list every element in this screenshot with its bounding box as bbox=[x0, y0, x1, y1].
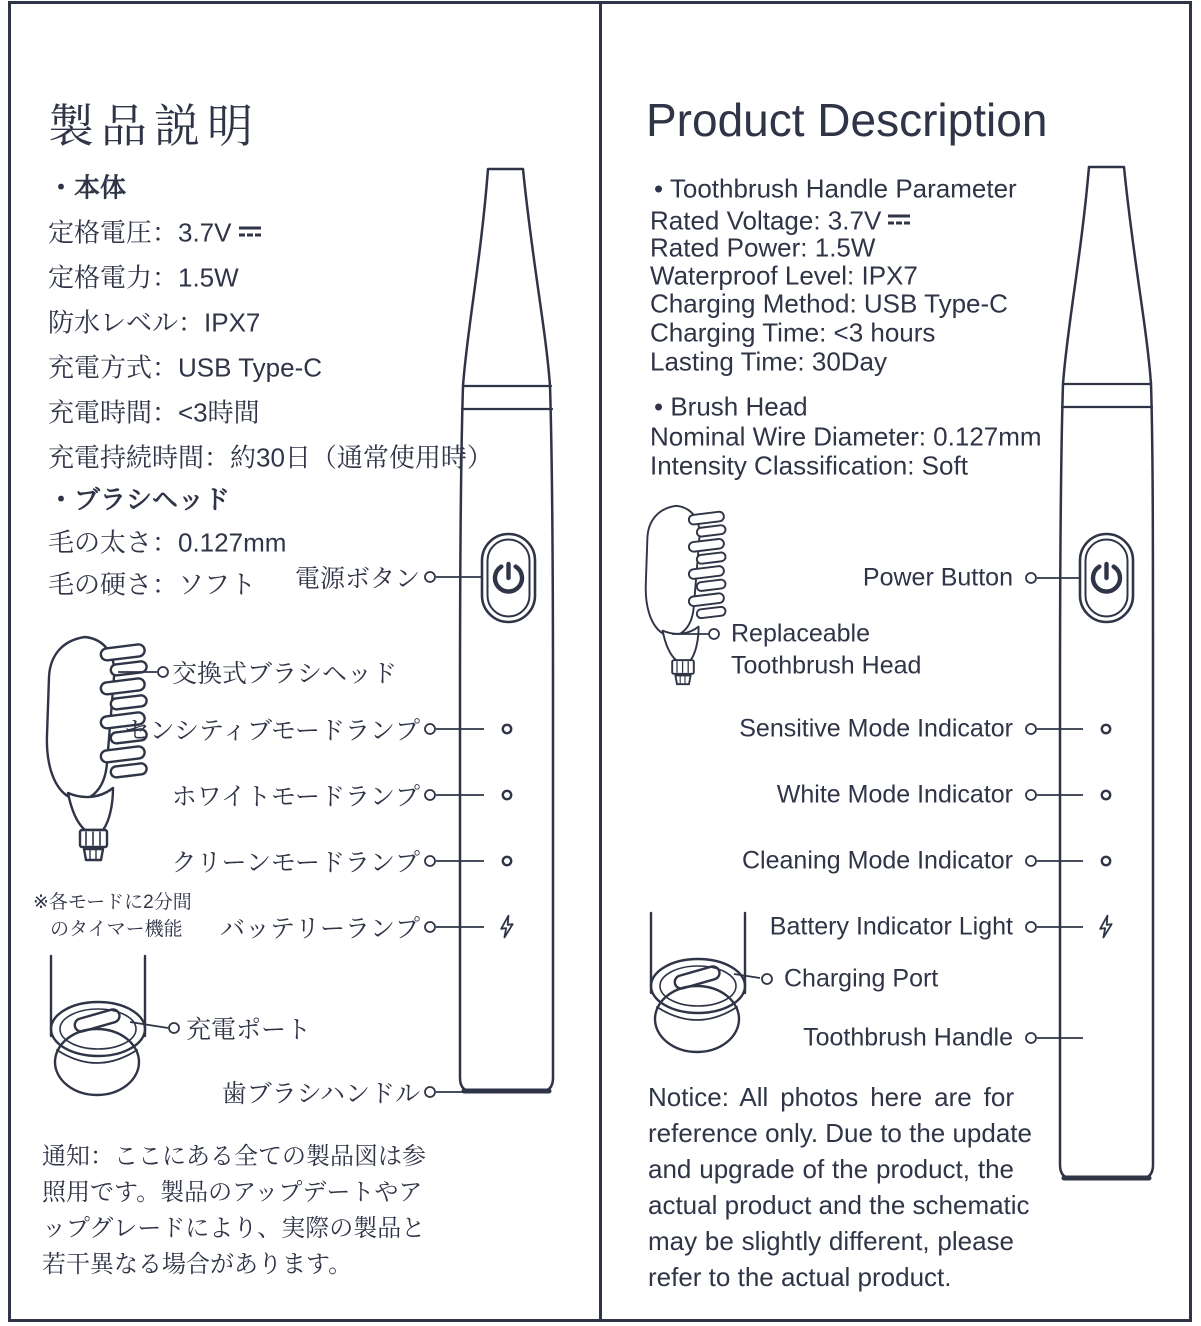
left-body-heading: ・本体 bbox=[48, 172, 127, 203]
power-button-left bbox=[482, 534, 535, 622]
left-page-title: 製品説明 bbox=[48, 100, 260, 152]
right-spec-charging-method: Charging Method: USB Type-C bbox=[650, 288, 1008, 319]
left-spec-charging-time: 充電時間：<3時間 bbox=[48, 397, 260, 428]
left-spec-waterproof: 防水レベル：IPX7 bbox=[48, 307, 261, 338]
callout-battery-lamp-left: バッテリーランプ bbox=[219, 915, 420, 943]
callout-clean-mode-right: Cleaning Mode Indicator bbox=[742, 846, 1013, 875]
right-spec-lasting-time: Lasting Time: 30Day bbox=[650, 346, 888, 377]
callout-handle-left: 歯ブラシハンドル bbox=[221, 1080, 420, 1108]
right-param-heading: • Toothbrush Handle Parameter bbox=[654, 173, 1017, 204]
timer-note: ※各モードに2分間 のタイマー機能 bbox=[33, 892, 192, 940]
callout-brush-head-right-line2: Toothbrush Head bbox=[731, 651, 922, 680]
dc-symbol-icon bbox=[239, 226, 261, 237]
power-icon bbox=[1093, 564, 1120, 592]
callout-handle-right: Toothbrush Handle bbox=[803, 1023, 1013, 1052]
left-brush-heading: ・ブラシヘッド bbox=[48, 484, 231, 515]
notice-right: Notice: All photos here are for reference only. Due to the update and upgrade of the product, the actual product and the schematic may be slightly different, please refer to the actual product. bbox=[648, 1082, 1032, 1292]
callout-power-button-right: Power Button bbox=[862, 563, 1013, 592]
power-button-right bbox=[1080, 534, 1133, 622]
callout-white-mode-right: White Mode Indicator bbox=[776, 780, 1013, 809]
callout-battery-light-right: Battery Indicator Light bbox=[769, 912, 1013, 941]
callout-brush-head-right-line1: Replaceable bbox=[731, 619, 870, 648]
charging-port-diagram-right bbox=[651, 913, 745, 1052]
callout-power-button-left: 電源ボタン bbox=[294, 565, 420, 593]
right-spec-charging-time: Charging Time: <3 hours bbox=[650, 317, 936, 348]
dc-symbol-icon bbox=[888, 214, 910, 225]
callout-sensitive-mode-left: センシティブモードランプ bbox=[124, 717, 420, 745]
notice-left: 通知：ここにある全ての製品図は参 照用です。製品のアップデートやア ップグレードにより、実際の製品と 若干異なる場合があります。 bbox=[42, 1143, 426, 1278]
mode-indicator-dots-left bbox=[503, 725, 511, 865]
right-spec-wire-diameter: Nominal Wire Diameter: 0.127mm bbox=[650, 421, 1042, 452]
battery-bolt-icon-right bbox=[1099, 915, 1114, 937]
toothbrush-body-left-diagram bbox=[460, 169, 553, 1092]
left-spec-wire-diameter: 毛の太さ：0.127mm bbox=[48, 527, 287, 558]
left-spec-lasting-time: 充電持続時間：約30日（通常使用時） bbox=[48, 442, 493, 473]
callout-sensitive-mode-right: Sensitive Mode Indicator bbox=[739, 714, 1013, 743]
left-spec-softness: 毛の硬さ：ソフト bbox=[48, 569, 257, 600]
power-icon bbox=[495, 564, 522, 592]
brush-head-diagram-right bbox=[646, 506, 726, 684]
battery-bolt-icon-left bbox=[500, 915, 515, 937]
callout-charging-port-right: Charging Port bbox=[784, 964, 939, 993]
right-spec-power: Rated Power: 1.5W bbox=[650, 232, 876, 263]
left-spec-voltage: 定格電圧：3.7V bbox=[48, 213, 261, 250]
right-page-title: Product Description bbox=[646, 94, 1048, 146]
panel-divider bbox=[599, 1, 602, 1322]
left-spec-power: 定格電力：1.5W bbox=[48, 262, 239, 293]
toothbrush-body-right-diagram bbox=[1060, 167, 1153, 1179]
right-brush-heading: • Brush Head bbox=[654, 391, 808, 422]
right-spec-softness: Intensity Classification: Soft bbox=[650, 450, 968, 481]
charging-port-diagram-left bbox=[51, 956, 145, 1095]
brush-head-diagram-left bbox=[47, 637, 147, 860]
callout-brush-head-left: 交換式ブラシヘッド bbox=[172, 660, 398, 688]
callout-clean-mode-left: クリーンモードランプ bbox=[171, 849, 420, 877]
right-spec-waterproof: Waterproof Level: IPX7 bbox=[650, 260, 918, 291]
callout-charging-port-left: 充電ポート bbox=[186, 1016, 312, 1044]
left-spec-charging-method: 充電方式：USB Type-C bbox=[48, 352, 323, 383]
callout-white-mode-left: ホワイトモードランプ bbox=[171, 783, 420, 811]
mode-indicator-dots-right bbox=[1102, 725, 1110, 865]
right-spec-voltage: Rated Voltage: 3.7V bbox=[650, 206, 910, 237]
